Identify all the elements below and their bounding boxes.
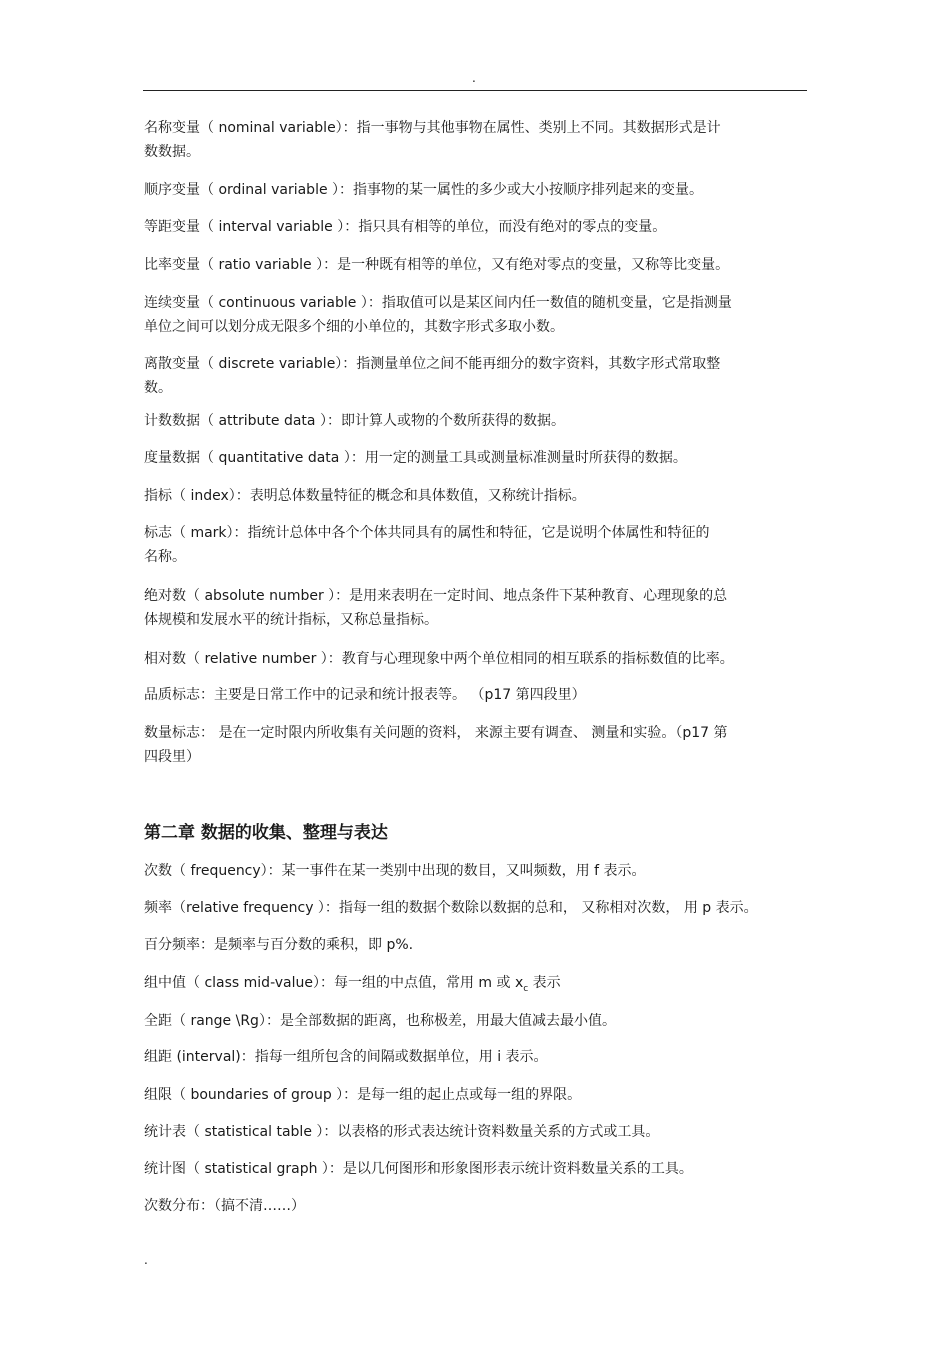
- text-line: 离散变量（ discrete variable）：指测量单位之间不能再细分的数字资料，其数字形式常取整: [144, 356, 721, 372]
- text-line: 百分频率：是频率与百分数的乘积，即 p%.: [144, 937, 414, 953]
- definition-statistical-graph: [144, 1157, 764, 1181]
- text-line: 名称。: [144, 549, 186, 565]
- text-line: 次数（ frequency）：某一事件在某一类别中出现的数目，又叫频数，用 f 表示。: [144, 863, 646, 879]
- text-line: 数量标志： 是在一定时限内所收集有关问题的资料， 来源主要有调查、 测量和实验。（p17 第: [144, 725, 728, 741]
- text-line: 标志（ mark）：指统计总体中各个个体共同具有的属性和特征，它是说明个体属性和特征的: [144, 525, 710, 541]
- text-line: 数。: [144, 380, 172, 396]
- text-line: 名称变量（ nominal variable）：指一事物与其他事物在属性、类别上不同。其数据形式是计: [144, 120, 721, 136]
- definition-ordinal-variable: [144, 178, 764, 202]
- text-line: 指标（ index）：表明总体数量特征的概念和具体数值，又称统计指标。: [144, 488, 586, 504]
- definition-percent-frequency: [144, 933, 764, 957]
- text-line: 等距变量（ interval variable ）：指只具有相等的单位，而没有绝对的零点的变量。: [144, 219, 667, 235]
- definition-absolute-number: [144, 584, 764, 632]
- header-rule: [143, 90, 807, 91]
- text-line: 四段里）: [144, 749, 200, 765]
- definition-class-mid-value: [144, 971, 764, 1001]
- text-line: 比率变量（ ratio variable ）：是一种既有相等的单位，又有绝对零点的变量，又称等比变量。: [144, 257, 730, 273]
- text-line: 连续变量（ continuous variable ）：指取值可以是某区间内任一数值的随机变量，它是指测量: [144, 295, 732, 311]
- definition-interval: [144, 1045, 764, 1069]
- text-line: 度量数据（ quantitative data ）：用一定的测量工具或测量标准测量时所获得的数据。: [144, 450, 687, 466]
- definition-nominal-variable: [144, 116, 764, 164]
- definition-interval-variable: [144, 215, 764, 239]
- text-line: 统计表（ statistical table ）：以表格的形式表达统计资料数量关系的方式或工具。: [144, 1124, 660, 1140]
- text-line: 品质标志：主要是日常工作中的记录和统计报表等。 （p17 第四段里）: [144, 687, 586, 703]
- definition-attribute-data: [144, 409, 764, 433]
- text-line: 相对数（ relative number ）：教育与心理现象中两个单位相同的相互联系的指标数值的比率。: [144, 651, 734, 667]
- definition-mark: [144, 521, 764, 569]
- definition-statistical-table: [144, 1120, 764, 1144]
- definition-boundaries-of-group: [144, 1083, 764, 1107]
- text-line: 单位之间可以划分成无限多个细的小单位的，其数字形式多取小数。: [144, 319, 564, 335]
- text-segment: 组中值（ class mid-value）：每一组的中点值，常用 m 或 x: [144, 975, 524, 991]
- definition-index: [144, 484, 764, 508]
- text-line: 计数数据（ attribute data ）：即计算人或物的个数所获得的数据。: [144, 413, 565, 429]
- footer-mark: .: [144, 1253, 148, 1267]
- text-line: 体规模和发展水平的统计指标，又称总量指标。: [144, 612, 438, 628]
- text-line: 全距（ range \Rg）：是全部数据的距离，也称极差，用最大值减去最小值。: [144, 1013, 616, 1029]
- definition-quantitative-data: [144, 446, 764, 470]
- text-line: 组限（ boundaries of group ）：是每一组的起止点或每一组的界限。: [144, 1087, 582, 1103]
- text-line: 数数据。: [144, 144, 200, 160]
- header-mark: .: [472, 71, 476, 85]
- text-line: 频率（relative frequency ）：指每一组的数据个数除以数据的总和， 又称相对次数， 用 p 表示。: [144, 900, 758, 916]
- text-line: 组距 (interval)：指每一组所包含的间隔或数据单位，用 i 表示。: [144, 1049, 548, 1065]
- definition-range: [144, 1009, 764, 1033]
- definition-quality-mark: [144, 683, 764, 707]
- chapter-title: 第二章 数据的收集、整理与表达: [144, 823, 388, 843]
- definition-frequency-distribution: [144, 1194, 764, 1218]
- text-line: 顺序变量（ ordinal variable ）：指事物的某一属性的多少或大小按顺序排列起来的变量。: [144, 182, 704, 198]
- definition-relative-number: [144, 647, 764, 671]
- definition-quantity-mark: [144, 721, 809, 769]
- definition-discrete-variable: [144, 352, 764, 400]
- text-line: [144, 971, 764, 1001]
- definition-ratio-variable: [144, 253, 764, 277]
- text-segment: 表示: [528, 975, 561, 991]
- text-line: 绝对数（ absolute number ）：是用来表明在一定时间、地点条件下某种教育、心理现象的总: [144, 588, 728, 604]
- text-line: 次数分布：（搞不清……）: [144, 1198, 305, 1214]
- definition-relative-frequency: [144, 896, 809, 920]
- definition-continuous-variable: [144, 291, 764, 339]
- text-line: 统计图（ statistical graph ）：是以几何图形和形象图形表示统计资料数量关系的工具。: [144, 1161, 693, 1177]
- definition-frequency: [144, 859, 764, 883]
- subscript: c: [523, 983, 529, 994]
